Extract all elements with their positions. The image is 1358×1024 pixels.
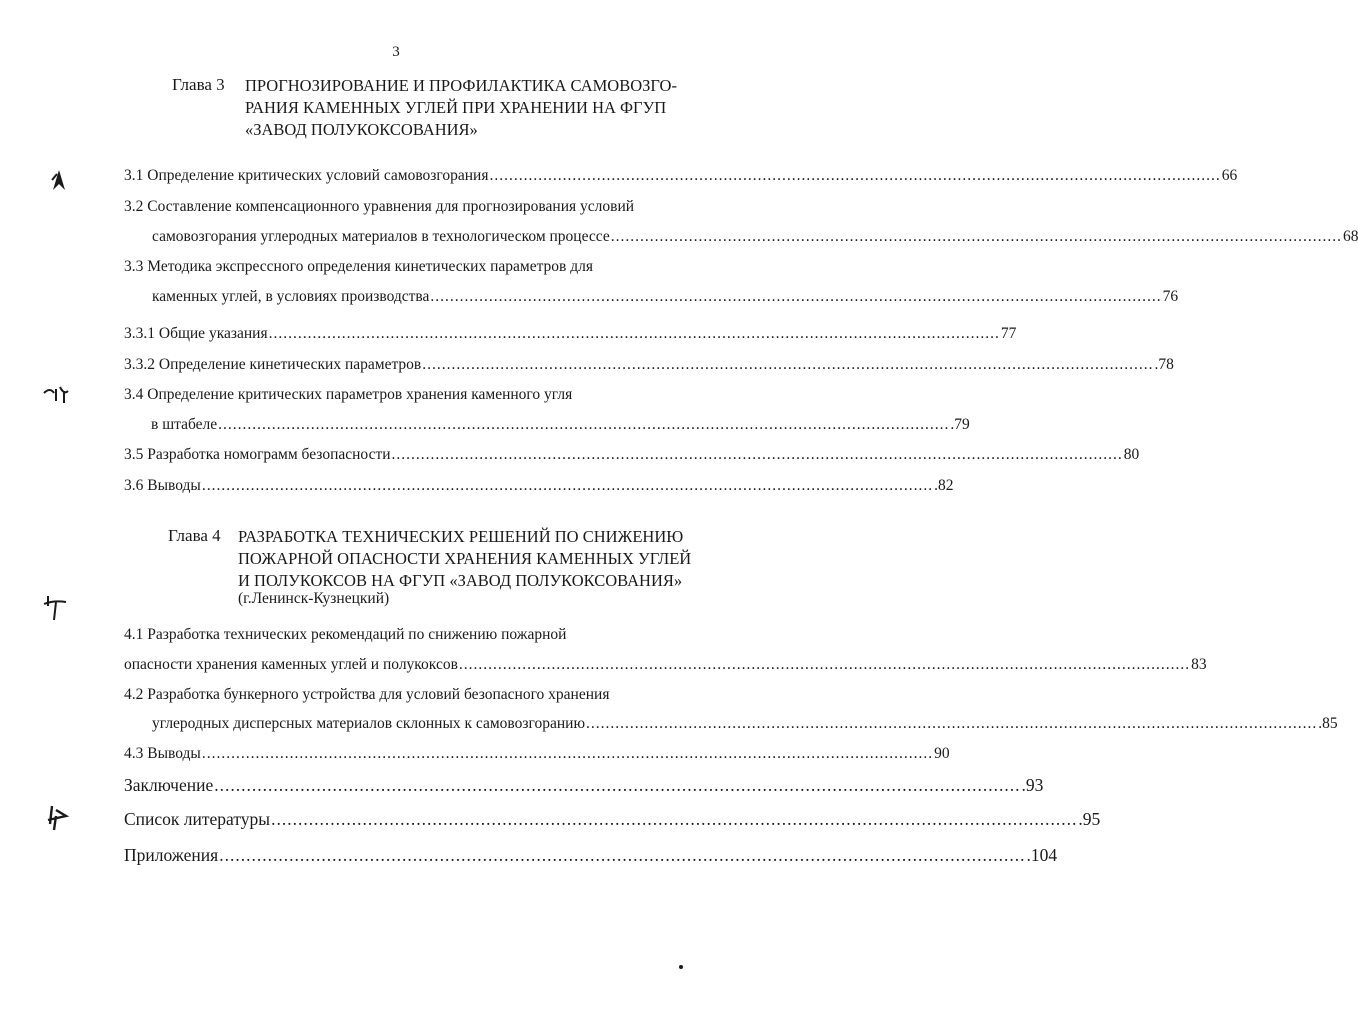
toc-entry-3-5	[124, 446, 1140, 464]
chapter-4-title-line-2: ПОЖАРНОЙ ОПАСНОСТИ ХРАНЕНИЯ КАМЕННЫХ УГЛЕЙ	[238, 549, 692, 568]
toc-entry-appendices	[124, 845, 1058, 866]
toc-entry-page: .78	[1154, 356, 1174, 373]
dot-leader: ......................................................................................................................................................	[430, 288, 1162, 305]
chapter-3-title-line-2: РАНИЯ КАМЕННЫХ УГЛЕЙ ПРИ ХРАНЕНИИ НА ФГУП	[245, 98, 667, 117]
dot-leader: ......................................................................................................................................................	[586, 715, 1318, 732]
toc-entry-page: 66	[1221, 167, 1238, 184]
toc-entry-page: .104	[1026, 845, 1058, 865]
toc-entry-page: .93	[1021, 775, 1044, 795]
toc-entry-3-4-line-1: 3.4 Определение критических параметров хранения каменного угля	[124, 386, 573, 403]
toc-entry-4-1	[124, 656, 1207, 674]
toc-entry-title: 3.3.2 Определение кинетических параметров	[124, 356, 422, 373]
toc-entry-page: 90	[934, 745, 950, 762]
stray-ink-dot	[678, 964, 684, 970]
toc-entry-page: .85	[1318, 715, 1338, 732]
toc-entry-title: опасности хранения каменных углей и полукоксов	[124, 656, 458, 673]
toc-entry-title: самовозгорания углеродных материалов в технологическом процессе	[152, 228, 610, 245]
toc-entry-4-3	[124, 745, 950, 763]
chapter-4-subtitle: (г.Ленинск-Кузнецкий)	[238, 590, 390, 607]
toc-entry-4-2	[152, 715, 1338, 733]
toc-entry-page: 76	[1162, 288, 1179, 305]
chapter-3-label: Глава 3	[172, 75, 225, 94]
dot-leader: ......................................................................................................................................................	[610, 228, 1342, 245]
toc-entry-title: углеродных дисперсных материалов склонных к самовозгоранию	[152, 715, 586, 732]
toc-entry-references	[124, 809, 1101, 830]
toc-entry-page: 77	[1000, 325, 1017, 342]
toc-entry-title: в штабеле	[151, 416, 218, 433]
toc-entry-page: .95	[1078, 809, 1101, 829]
margin-handwriting-mark	[44, 804, 70, 832]
toc-entry-3-3-2	[124, 356, 1174, 374]
dot-leader: ......................................................................................................................................................	[219, 845, 1026, 865]
toc-entry-title: 3.3.1 Общие указания	[124, 325, 268, 342]
chapter-4-label: Глава 4	[168, 526, 221, 545]
chapter-3-title-line-3: «ЗАВОД ПОЛУКОКСОВАНИЯ»	[245, 120, 478, 139]
toc-entry-page: .79	[950, 416, 970, 433]
toc-entry-page: 68	[1342, 228, 1358, 245]
dot-leader: ......................................................................................................................................................	[201, 745, 934, 762]
toc-entry-3-3	[152, 288, 1179, 306]
toc-entry-title: Приложения	[124, 845, 219, 865]
dot-leader: ......................................................................................................................................................	[214, 775, 1021, 795]
toc-entry-3-1	[124, 167, 1238, 185]
toc-entry-conclusion	[124, 775, 1044, 796]
margin-handwriting-mark	[48, 168, 70, 194]
toc-entry-title: каменных углей, в условиях производства	[152, 288, 430, 305]
page-number: 3	[392, 44, 400, 60]
toc-entry-3-6	[124, 477, 954, 495]
toc-entry-3-3-1	[124, 325, 1017, 343]
chapter-4-title-line-1: РАЗРАБОТКА ТЕХНИЧЕСКИХ РЕШЕНИЙ ПО СНИЖЕНИЮ	[238, 527, 684, 546]
toc-entry-3-2-line-1: 3.2 Составление компенсационного уравнения для прогнозирования условий	[124, 198, 635, 215]
toc-entry-title: 3.1 Определение критических условий самовозгорания	[124, 167, 489, 184]
dot-leader: ......................................................................................................................................................	[268, 325, 1000, 342]
chapter-3-title-line-1: ПРОГНОЗИРОВАНИЕ И ПРОФИЛАКТИКА САМОВОЗГО-	[245, 76, 677, 95]
toc-entry-title: 3.6 Выводы	[124, 477, 201, 494]
toc-entry-page: 83	[1191, 656, 1207, 673]
toc-entry-title: 4.3 Выводы	[124, 745, 201, 762]
toc-entry-title: Список литературы	[124, 809, 271, 829]
margin-handwriting-mark	[40, 592, 70, 622]
dot-leader: ......................................................................................................................................................	[218, 416, 950, 433]
dot-leader: ......................................................................................................................................................	[391, 446, 1123, 463]
toc-entry-3-2	[152, 228, 1358, 246]
chapter-4-title-line-3: И ПОЛУКОКСОВ НА ФГУП «ЗАВОД ПОЛУКОКСОВАНИЯ»	[238, 571, 683, 590]
toc-entry-4-1-line-1: 4.1 Разработка технических рекомендаций по снижению пожарной	[124, 626, 567, 643]
dot-leader: ......................................................................................................................................................	[201, 477, 934, 494]
dot-leader: ......................................................................................................................................................	[458, 656, 1191, 673]
toc-entry-page: 80	[1123, 446, 1140, 463]
margin-handwriting-mark	[42, 383, 72, 405]
toc-entry-3-4	[151, 416, 970, 434]
dot-leader: ......................................................................................................................................................	[489, 167, 1221, 184]
toc-entry-page: .82	[934, 477, 954, 494]
toc-entry-4-2-line-1: 4.2 Разработка бункерного устройства для условий безопасного хранения	[124, 686, 610, 703]
dot-leader: ......................................................................................................................................................	[422, 356, 1154, 373]
toc-entry-title: Заключение	[124, 775, 214, 795]
dot-leader: ......................................................................................................................................................	[271, 809, 1078, 829]
toc-entry-title: 3.5 Разработка номограмм безопасности	[124, 446, 391, 463]
toc-entry-3-3-line-1: 3.3 Методика экспрессного определения кинетических параметров для	[124, 258, 594, 275]
